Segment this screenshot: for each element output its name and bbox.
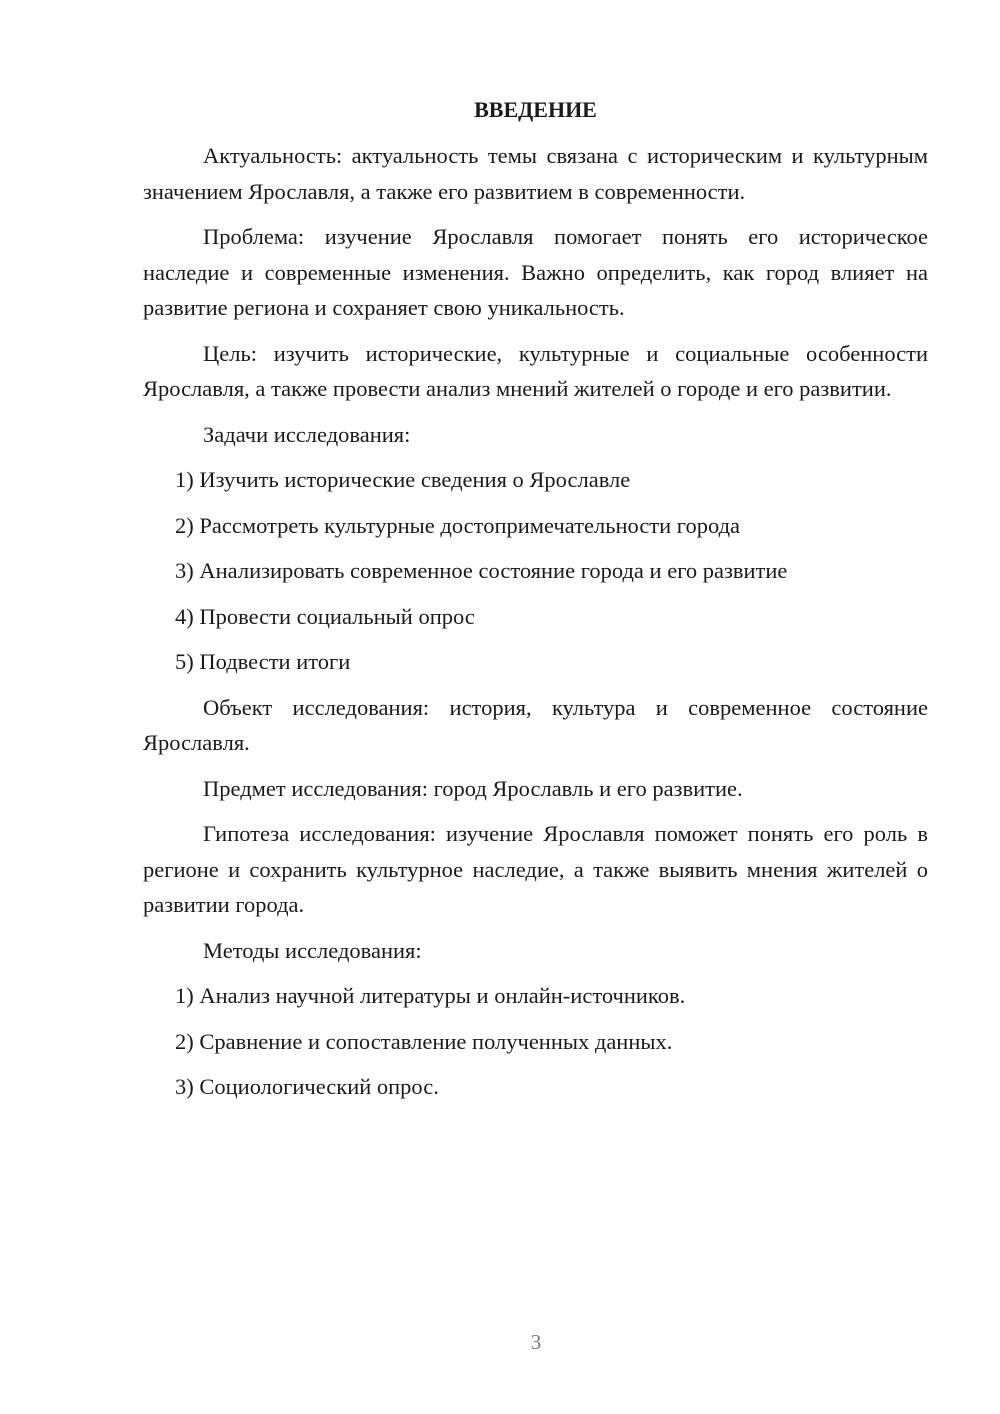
subject-paragraph: Предмет исследования: город Ярославль и его развитие.: [203, 775, 743, 801]
hypothesis-paragraph: Гипотеза исследования: изучение Ярославля поможет понять его роль в регионе и сохранить культурное наследие, а также выявить мнения жителей о развитии города.: [143, 821, 928, 917]
object-paragraph: Объект исследования: история, культура и современное состояние Ярославля.: [143, 694, 928, 755]
task-item: 1) Изучить исторические сведения о Ярославле: [175, 467, 631, 492]
methods-intro: Методы исследования:: [203, 937, 422, 963]
task-item: 3) Анализировать современное состояние города и его развитие: [175, 558, 788, 583]
section-heading: ВВЕДЕНИЕ: [474, 97, 597, 122]
page-number: 3: [530, 1330, 542, 1354]
page-content: [143, 92, 928, 1115]
task-item: 2) Рассмотреть культурные достопримечательности города: [175, 512, 741, 538]
goal-paragraph: Цель: изучить исторические, культурные и социальные особенности Ярославля, а также провести анализ мнений жителей о городе и его развитии.: [143, 340, 928, 401]
method-item: 3) Социологический опрос.: [175, 1074, 439, 1099]
relevance-paragraph: Актуальность: актуальность темы связана с историческим и культурным значением Ярославля, а также его развитием в современности.: [143, 143, 928, 204]
task-item: 4) Провести социальный опрос: [175, 603, 475, 629]
method-item: 2) Сравнение и сопоставление полученных данных.: [175, 1028, 673, 1054]
method-item: 1) Анализ научной литературы и онлайн-источников.: [175, 983, 686, 1008]
problem-paragraph: Проблема: изучение Ярославля помогает понять его историческое наследие и современные изменения. Важно определить, как город влияет на развитие региона и сохраняет свою уникальность.: [143, 224, 928, 320]
tasks-intro: Задачи исследования:: [203, 421, 411, 447]
task-item: 5) Подвести итоги: [175, 649, 351, 674]
